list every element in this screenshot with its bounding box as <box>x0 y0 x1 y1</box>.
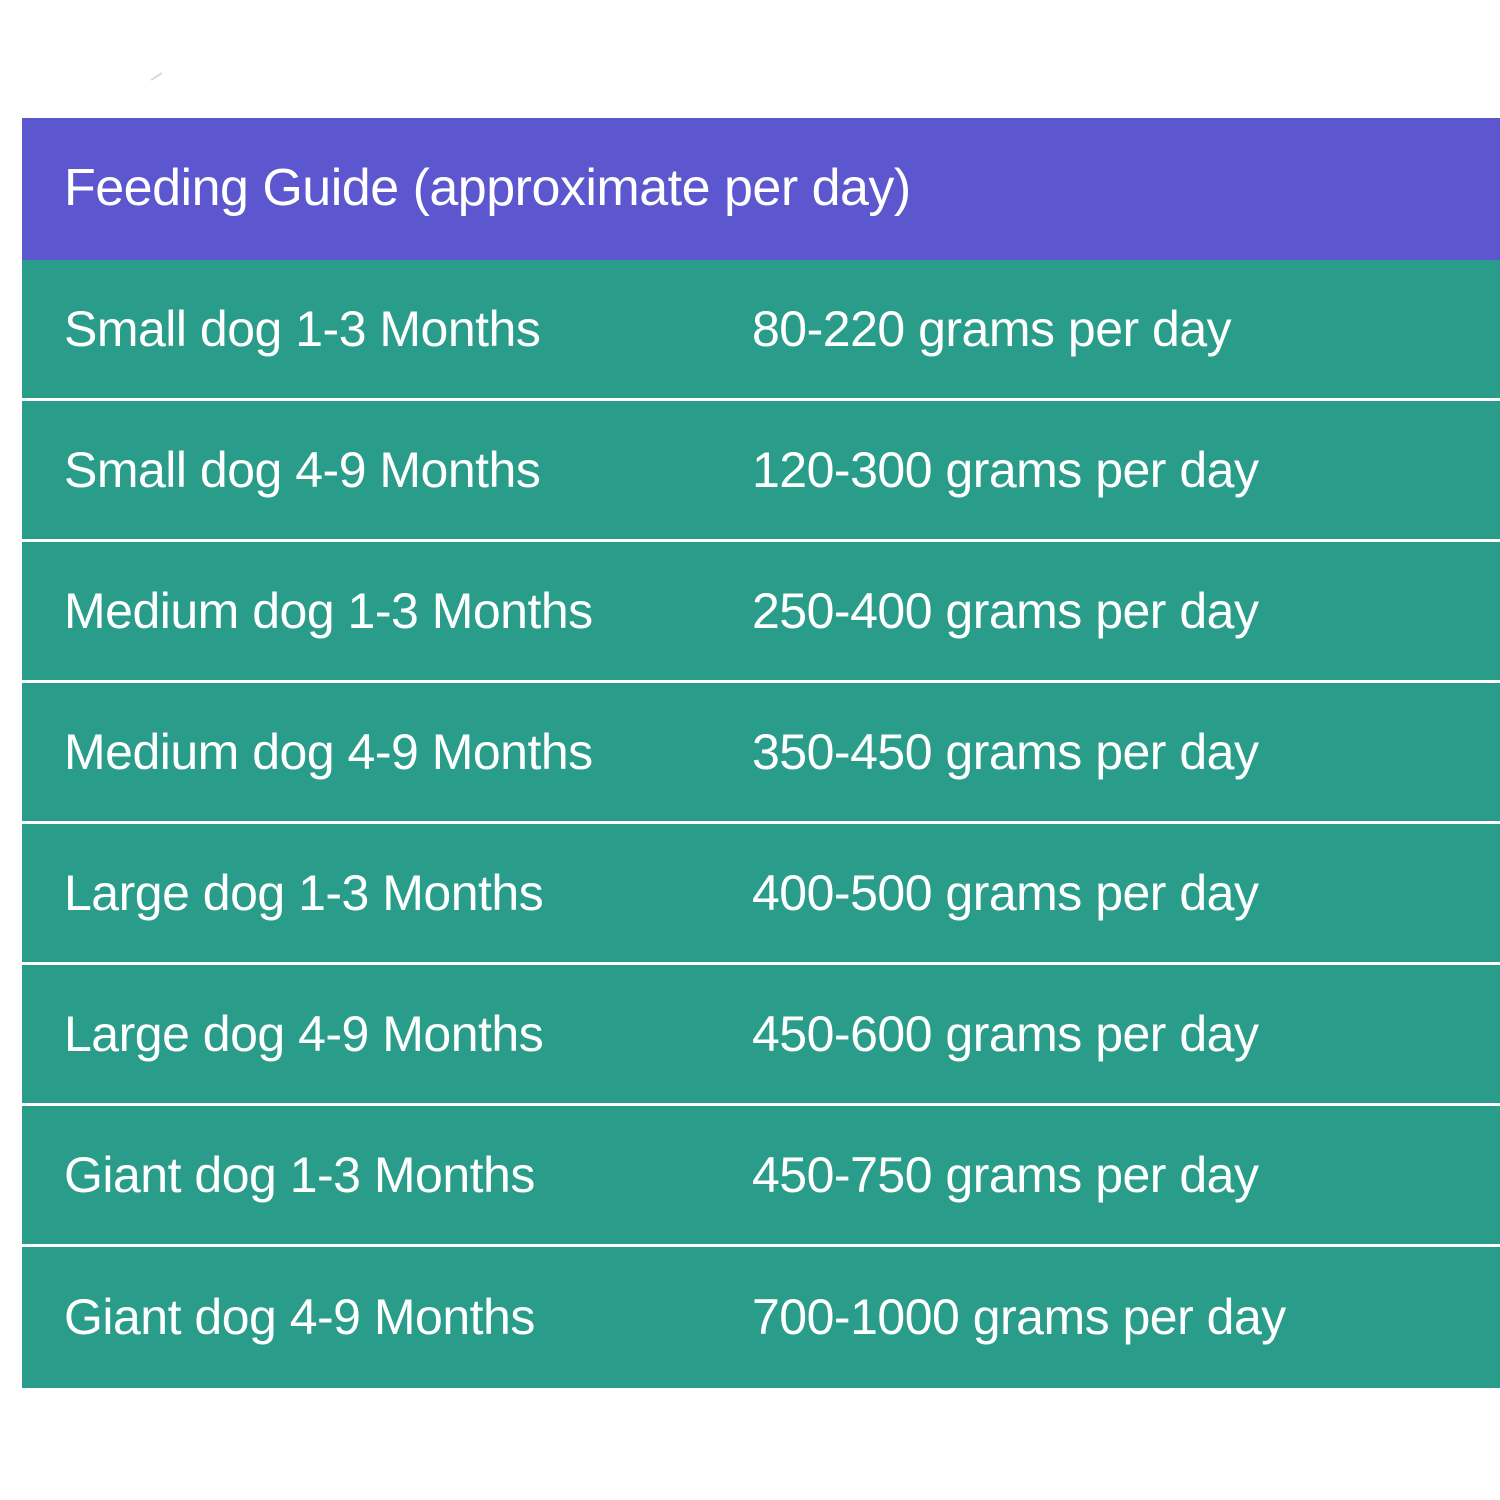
table-title: Feeding Guide (approximate per day) <box>64 159 911 218</box>
row-label: Medium dog 4-9 Months <box>64 723 593 780</box>
row-label: Large dog 1-3 Months <box>64 864 544 921</box>
feeding-guide-table <box>22 118 1500 1388</box>
row-value: 120-300 grams per day <box>752 441 1259 498</box>
row-label: Small dog 1-3 Months <box>64 300 541 357</box>
row-label: Medium dog 1-3 Months <box>64 582 593 639</box>
row-value: 400-500 grams per day <box>752 864 1259 921</box>
row-value: 80-220 grams per day <box>752 300 1232 357</box>
table-row <box>22 260 1500 401</box>
stray-mark-icon <box>150 72 164 82</box>
table-body <box>22 260 1500 1388</box>
row-value: 450-600 grams per day <box>752 1005 1259 1062</box>
row-value: 450-750 grams per day <box>752 1146 1259 1203</box>
row-value: 250-400 grams per day <box>752 582 1259 639</box>
table-row <box>22 1247 1500 1388</box>
row-label: Giant dog 1-3 Months <box>64 1146 535 1203</box>
row-label: Small dog 4-9 Months <box>64 441 541 498</box>
table-row <box>22 965 1500 1106</box>
table-row <box>22 401 1500 542</box>
row-label: Giant dog 4-9 Months <box>64 1289 535 1345</box>
table-row <box>22 542 1500 683</box>
row-value: 350-450 grams per day <box>752 723 1259 780</box>
table-row <box>22 683 1500 824</box>
table-row <box>22 824 1500 965</box>
row-value: 700-1000 grams per day <box>752 1289 1286 1345</box>
table-header <box>22 118 1500 260</box>
row-label: Large dog 4-9 Months <box>64 1005 544 1062</box>
table-row <box>22 1106 1500 1247</box>
